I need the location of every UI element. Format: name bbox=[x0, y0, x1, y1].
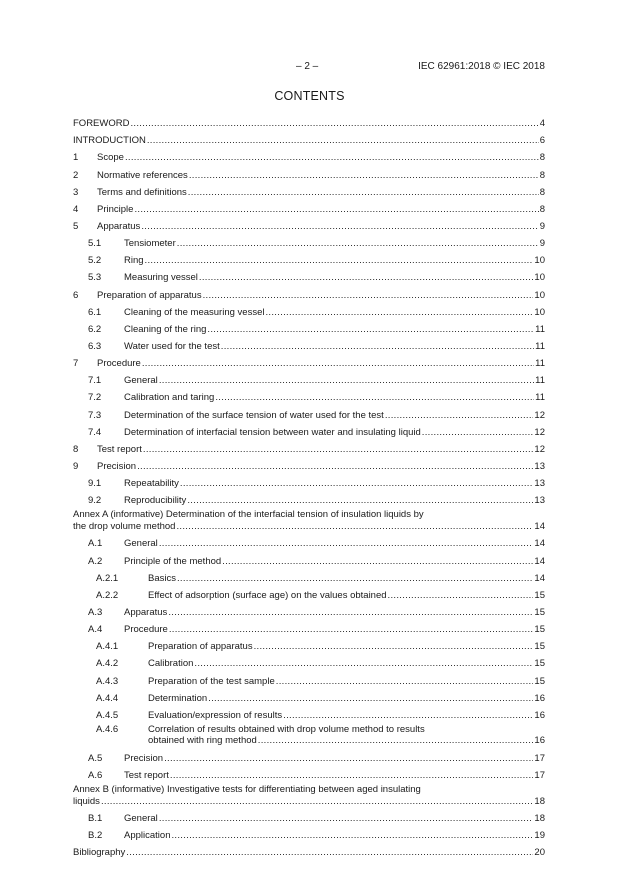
toc-leader-dots bbox=[141, 221, 538, 232]
toc-leader-dots bbox=[194, 658, 533, 669]
toc-entry[interactable] bbox=[73, 421, 545, 438]
toc-entry[interactable] bbox=[73, 721, 545, 747]
toc-entry-title: Apparatus bbox=[97, 220, 141, 232]
toc-entry[interactable] bbox=[73, 318, 545, 335]
toc-entry-title: Principle of the method bbox=[124, 555, 222, 567]
toc-entry-number: 7.2 bbox=[88, 392, 102, 404]
toc-entry[interactable] bbox=[73, 215, 545, 232]
toc-entry-page: 11 bbox=[535, 358, 545, 370]
toc-entry[interactable] bbox=[73, 489, 545, 506]
toc-entry-page: 11 bbox=[535, 392, 545, 404]
toc-entry-page: 15 bbox=[534, 606, 545, 618]
toc-entry-number: 6.1 bbox=[88, 306, 102, 318]
toc-leader-dots bbox=[176, 521, 533, 533]
toc-entry[interactable] bbox=[73, 532, 545, 549]
toc-entry[interactable] bbox=[73, 824, 545, 841]
toc-entry-title: Annex A (informative) Determination of the interfacial tension of insulation liquids by bbox=[73, 509, 424, 521]
toc-entry-title: Tensiometer bbox=[124, 238, 176, 250]
toc-entry-title: Procedure bbox=[124, 624, 168, 636]
toc-entry-title: Determination of the surface tension of water used for the test bbox=[124, 409, 384, 421]
toc-entry-number: 1 bbox=[73, 152, 79, 164]
toc-leader-dots bbox=[159, 813, 534, 824]
toc-entry-title: Preparation of the test sample bbox=[148, 675, 275, 687]
toc-entry-page: 14 bbox=[534, 520, 545, 532]
toc-entry-page: 13 bbox=[534, 478, 545, 490]
toc-entry-page: 14 bbox=[534, 555, 545, 567]
toc-entry-number: A.4.5 bbox=[96, 709, 119, 721]
toc-entry-title: Effect of adsorption (surface age) on the values obtained bbox=[148, 589, 387, 601]
toc-leader-dots bbox=[187, 495, 533, 506]
toc-leader-dots bbox=[143, 444, 534, 455]
toc-leader-dots bbox=[188, 187, 539, 198]
toc-entry-title: Determination bbox=[148, 692, 208, 704]
toc-leader-dots bbox=[137, 461, 533, 472]
toc-leader-dots bbox=[169, 624, 534, 635]
toc-entry-title: Precision bbox=[97, 460, 137, 472]
toc-entry[interactable] bbox=[73, 232, 545, 249]
toc-entry[interactable] bbox=[73, 781, 545, 807]
toc-entry-title: Cleaning of the measuring vessel bbox=[124, 306, 265, 318]
toc-entry-title: Procedure bbox=[97, 358, 141, 370]
toc-entry-title: Measuring vessel bbox=[124, 272, 198, 284]
toc-entry-continuation bbox=[73, 735, 545, 747]
toc-entry-title: Principle bbox=[97, 203, 134, 215]
toc-entry[interactable] bbox=[73, 549, 545, 566]
toc-entry-page: 12 bbox=[534, 443, 545, 455]
toc-entry-continuation bbox=[73, 796, 545, 808]
toc-entry-number: A.4.2 bbox=[96, 658, 119, 670]
toc-entry[interactable] bbox=[73, 266, 545, 283]
toc-entry-number: A.4.1 bbox=[96, 641, 119, 653]
toc-leader-dots bbox=[258, 735, 534, 747]
toc-entry-page: 8 bbox=[539, 203, 545, 215]
toc-entry-number: 6.3 bbox=[88, 340, 102, 352]
toc-entry-page: 9 bbox=[539, 220, 545, 232]
toc-entry-title-cont: the drop volume method bbox=[73, 520, 176, 532]
toc-entry-page: 10 bbox=[534, 255, 545, 267]
toc-entry[interactable] bbox=[73, 506, 545, 532]
toc-leader-dots bbox=[126, 847, 533, 858]
toc-entry-page: 4 bbox=[539, 118, 545, 130]
toc-leader-dots bbox=[199, 272, 534, 283]
toc-entry[interactable] bbox=[73, 472, 545, 489]
toc-entry-number: 6.2 bbox=[88, 323, 102, 335]
toc-entry[interactable] bbox=[73, 249, 545, 266]
toc-entry-title: Normative references bbox=[97, 169, 188, 181]
toc-entry-title: Evaluation/expression of results bbox=[148, 709, 283, 721]
toc-entry[interactable] bbox=[73, 841, 545, 858]
toc-entry[interactable] bbox=[73, 704, 545, 721]
toc-entry-number: 4 bbox=[73, 203, 79, 215]
toc-entry-page: 10 bbox=[534, 272, 545, 284]
toc-entry-page: 15 bbox=[534, 641, 545, 653]
toc-entry-page: 16 bbox=[534, 692, 545, 704]
toc-entry-number: B.1 bbox=[88, 813, 103, 825]
toc-entry-page: 8 bbox=[539, 186, 545, 198]
toc-leader-dots bbox=[388, 590, 534, 601]
toc-leader-dots bbox=[101, 796, 533, 808]
toc-entry-continuation bbox=[73, 521, 545, 533]
toc-entry[interactable] bbox=[73, 352, 545, 369]
toc-entry-page: 18 bbox=[534, 813, 545, 825]
toc-entry-title: Test report bbox=[97, 443, 142, 455]
toc-leader-dots bbox=[142, 358, 534, 369]
toc-entry-page: 18 bbox=[534, 795, 545, 807]
toc-entry[interactable] bbox=[73, 567, 545, 584]
toc-leader-dots bbox=[422, 427, 534, 438]
toc-leader-dots bbox=[254, 641, 534, 652]
toc-entry-page: 15 bbox=[534, 589, 545, 601]
toc-entry-page: 9 bbox=[539, 238, 545, 250]
toc-leader-dots bbox=[208, 693, 533, 704]
toc-entry-title: Calibration and taring bbox=[124, 392, 215, 404]
toc-entry-number: A.2.2 bbox=[96, 589, 119, 601]
toc-entry-number: A.4 bbox=[88, 624, 103, 636]
toc-entry-title: Reproducibility bbox=[124, 495, 187, 507]
toc-leader-dots bbox=[385, 410, 534, 421]
toc-entry-number: 5.3 bbox=[88, 272, 102, 284]
toc-entry[interactable] bbox=[73, 584, 545, 601]
toc-entry-number: 6 bbox=[73, 289, 79, 301]
toc-entry-title: Apparatus bbox=[124, 606, 168, 618]
toc-entry-title: Preparation of apparatus bbox=[148, 641, 253, 653]
toc-entry-title: INTRODUCTION bbox=[73, 135, 146, 147]
toc-entry-page: 10 bbox=[534, 289, 545, 301]
table-of-contents bbox=[73, 112, 545, 858]
toc-leader-dots bbox=[170, 770, 534, 781]
toc-entry[interactable] bbox=[73, 146, 545, 163]
toc-entry-page: 10 bbox=[534, 306, 545, 318]
toc-leader-dots bbox=[147, 135, 539, 146]
toc-entry-title: Preparation of apparatus bbox=[97, 289, 202, 301]
toc-leader-dots bbox=[177, 238, 539, 249]
toc-entry[interactable] bbox=[73, 369, 545, 386]
toc-entry-title: Calibration bbox=[148, 658, 194, 670]
toc-entry-number: 9.2 bbox=[88, 495, 102, 507]
toc-entry[interactable] bbox=[73, 455, 545, 472]
toc-entry[interactable] bbox=[73, 618, 545, 635]
toc-entry-title: Determination of interfacial tension between water and insulating liquid bbox=[124, 426, 421, 438]
toc-entry[interactable] bbox=[73, 198, 545, 215]
toc-leader-dots bbox=[189, 170, 539, 181]
toc-entry-title: FOREWORD bbox=[73, 118, 130, 130]
toc-entry-page: 16 bbox=[534, 735, 545, 747]
toc-entry-title: Repeatability bbox=[124, 478, 179, 490]
toc-entry-page: 11 bbox=[535, 340, 545, 352]
toc-leader-dots bbox=[177, 573, 533, 584]
toc-entry[interactable] bbox=[73, 438, 545, 455]
toc-entry-number: 7.1 bbox=[88, 375, 102, 387]
toc-entry-title: Test report bbox=[124, 770, 169, 782]
toc-entry-title: Correlation of results obtained with drop volume method to results bbox=[148, 723, 425, 735]
toc-entry-title: Application bbox=[124, 830, 171, 842]
toc-entry-page: 14 bbox=[534, 572, 545, 584]
toc-entry[interactable] bbox=[73, 747, 545, 764]
toc-entry-page: 13 bbox=[534, 495, 545, 507]
toc-entry[interactable] bbox=[73, 669, 545, 686]
toc-entry-number: 7.4 bbox=[88, 426, 102, 438]
toc-entry-page: 6 bbox=[539, 135, 545, 147]
toc-entry-page: 8 bbox=[539, 152, 545, 164]
toc-entry-page: 13 bbox=[534, 460, 545, 472]
toc-entry-page: 15 bbox=[534, 658, 545, 670]
toc-entry[interactable] bbox=[73, 301, 545, 318]
standard-reference: IEC 62961:2018 © IEC 2018 bbox=[418, 61, 545, 72]
page-number: – 2 – bbox=[296, 61, 319, 72]
toc-entry-title: Ring bbox=[124, 255, 144, 267]
toc-entry[interactable] bbox=[73, 807, 545, 824]
toc-entry-title: Annex B (informative) Investigative tests for differentiating between aged insulating bbox=[73, 784, 421, 796]
toc-leader-dots bbox=[207, 324, 534, 335]
toc-entry-number: A.2 bbox=[88, 555, 103, 567]
toc-entry[interactable] bbox=[73, 335, 545, 352]
toc-entry-number: 5 bbox=[73, 220, 79, 232]
toc-leader-dots bbox=[125, 152, 539, 163]
toc-leader-dots bbox=[145, 255, 534, 266]
toc-leader-dots bbox=[180, 478, 534, 489]
toc-leader-dots bbox=[171, 830, 533, 841]
toc-entry[interactable] bbox=[73, 181, 545, 198]
toc-entry-title: Terms and definitions bbox=[97, 186, 187, 198]
toc-entry-page: 16 bbox=[534, 709, 545, 721]
toc-entry-title-cont: liquids bbox=[73, 795, 100, 807]
toc-entry-number: 9 bbox=[73, 460, 79, 472]
toc-entry-page: 20 bbox=[534, 847, 545, 859]
toc-entry-title: Scope bbox=[97, 152, 124, 164]
toc-entry-page: 17 bbox=[534, 770, 545, 782]
page-title: CONTENTS bbox=[274, 89, 345, 103]
toc-entry[interactable] bbox=[73, 112, 545, 129]
toc-leader-dots bbox=[215, 392, 534, 403]
toc-entry-page: 14 bbox=[534, 538, 545, 550]
toc-leader-dots bbox=[159, 375, 534, 386]
toc-entry-number: A.4.6 bbox=[96, 723, 119, 735]
toc-leader-dots bbox=[276, 676, 534, 687]
toc-leader-dots bbox=[221, 341, 534, 352]
toc-leader-dots bbox=[134, 204, 538, 215]
toc-entry-title: Precision bbox=[124, 752, 164, 764]
toc-entry-number: 3 bbox=[73, 186, 79, 198]
toc-leader-dots bbox=[283, 710, 533, 721]
toc-entry[interactable] bbox=[73, 163, 545, 180]
toc-entry-page: 15 bbox=[534, 675, 545, 687]
toc-entry-number: A.4.3 bbox=[96, 675, 119, 687]
toc-entry-title: Basics bbox=[148, 572, 176, 584]
toc-leader-dots bbox=[222, 556, 533, 567]
toc-entry[interactable] bbox=[73, 635, 545, 652]
toc-entry[interactable] bbox=[73, 652, 545, 669]
toc-entry[interactable] bbox=[73, 764, 545, 781]
toc-entry-page: 17 bbox=[534, 752, 545, 764]
toc-entry[interactable] bbox=[73, 283, 545, 300]
toc-leader-dots bbox=[159, 538, 534, 549]
toc-entry-page: 12 bbox=[534, 426, 545, 438]
toc-entry[interactable] bbox=[73, 403, 545, 420]
toc-entry-number: 5.2 bbox=[88, 255, 102, 267]
toc-entry-number: A.4.4 bbox=[96, 692, 119, 704]
toc-entry-page: 19 bbox=[534, 830, 545, 842]
toc-entry-title: Cleaning of the ring bbox=[124, 323, 207, 335]
toc-entry-title: General bbox=[124, 538, 158, 550]
toc-leader-dots bbox=[203, 290, 534, 301]
toc-entry-page: 11 bbox=[535, 323, 545, 335]
toc-entry[interactable] bbox=[73, 687, 545, 704]
toc-entry-number: 5.1 bbox=[88, 238, 102, 250]
toc-entry-page: 12 bbox=[534, 409, 545, 421]
toc-entry-title: Bibliography bbox=[73, 847, 126, 859]
toc-entry[interactable] bbox=[73, 601, 545, 618]
toc-entry-title-cont: obtained with ring method bbox=[148, 735, 257, 747]
toc-entry[interactable] bbox=[73, 386, 545, 403]
toc-leader-dots bbox=[130, 118, 538, 129]
toc-leader-dots bbox=[265, 307, 533, 318]
toc-leader-dots bbox=[168, 607, 533, 618]
toc-entry-title: General bbox=[124, 813, 158, 825]
toc-entry-number: A.2.1 bbox=[96, 572, 119, 584]
toc-entry-number: A.6 bbox=[88, 770, 103, 782]
toc-entry-page: 15 bbox=[534, 624, 545, 636]
toc-leader-dots bbox=[164, 753, 533, 764]
toc-entry[interactable] bbox=[73, 129, 545, 146]
toc-entry-number: 8 bbox=[73, 443, 79, 455]
toc-entry-title: Water used for the test bbox=[124, 340, 220, 352]
toc-entry-number: B.2 bbox=[88, 830, 103, 842]
toc-entry-page: 8 bbox=[539, 169, 545, 181]
toc-entry-number: A.3 bbox=[88, 606, 103, 618]
toc-entry-number: 7 bbox=[73, 358, 79, 370]
toc-entry-number: 7.3 bbox=[88, 409, 102, 421]
toc-entry-number: A.1 bbox=[88, 538, 103, 550]
toc-entry-number: A.5 bbox=[88, 752, 103, 764]
toc-entry-number: 9.1 bbox=[88, 478, 102, 490]
toc-entry-number: 2 bbox=[73, 169, 79, 181]
toc-entry-page: 11 bbox=[535, 375, 545, 387]
toc-entry-title: General bbox=[124, 375, 158, 387]
